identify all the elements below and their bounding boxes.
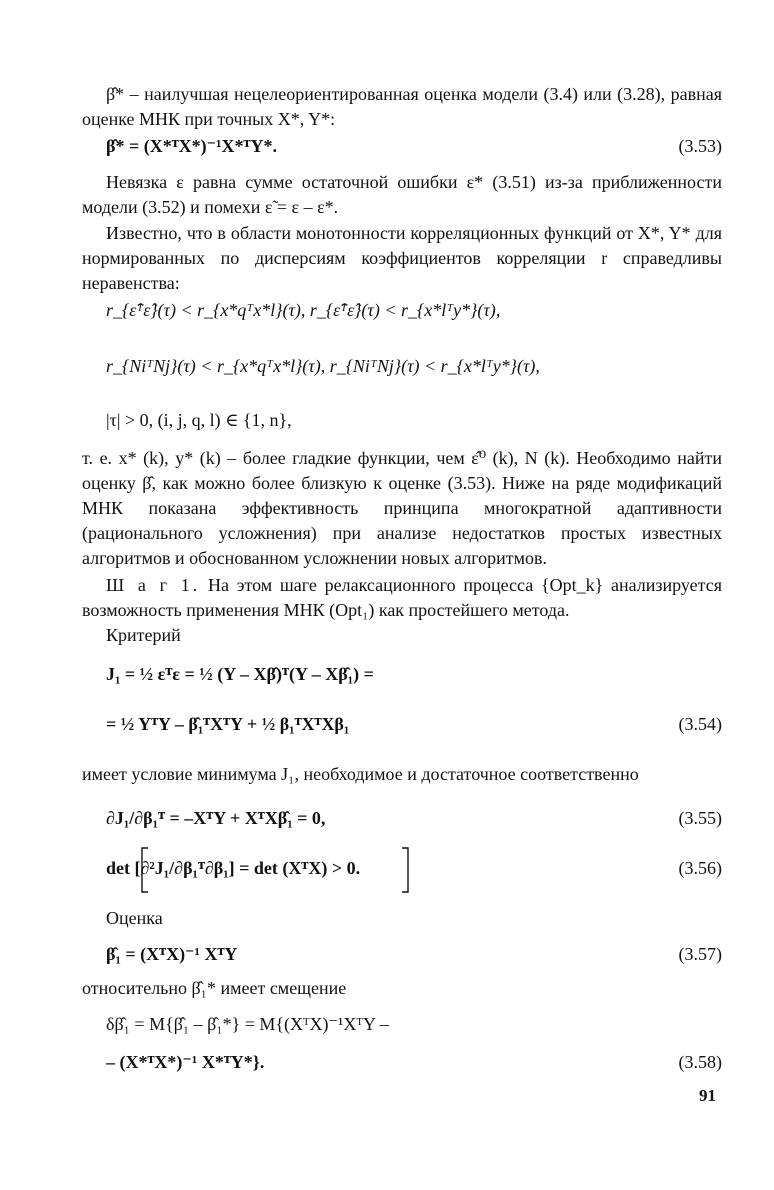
inequality-line-3: |τ| > 0, (i, j, q, l) ∈ {1, n},	[106, 410, 292, 430]
equation-3-58-line-2: – (X*ᵀX*)⁻¹ X*ᵀY*}.	[106, 1052, 265, 1072]
equation-j1-line-1: J₁ = ½ εᵀε = ½ (Y – Xβ̂)ᵀ(Y – Xβ̂₁) =	[106, 664, 374, 684]
paragraph-estimate: Оценка	[106, 908, 163, 928]
equation-3-55: ∂J₁/∂β₁ᵀ = –XᵀY + XᵀXβ̂₁ = 0,	[106, 808, 326, 828]
paragraph-criterion: Критерий	[106, 625, 181, 645]
equation-number-3-53: (3.53)	[678, 136, 722, 156]
paragraph-residual: Невязка ε равна сумме остаточной ошибки ε* (3.51) из-за приближенности модели (3.52) и помехи ε̃ = ε – ε*.	[82, 172, 722, 217]
inequality-line-2: r_{NiᵀNj}(τ) < r_{x*qᵀx*l}(τ), r_{NiᵀNj}(τ) < r_{x*lᵀy*}(τ),	[106, 356, 540, 376]
paragraph-correlation: Известно, что в области монотонности корреляционных функций от X*, Y* для нормированных по дисперсиям коэффициентов корреляции r справедливы неравенства:	[82, 223, 722, 293]
page-number: 91	[699, 1086, 716, 1105]
paragraph-bias: относительно β̂₁* имеет смещение	[82, 978, 347, 998]
equation-number-3-56: (3.56)	[678, 858, 722, 878]
paragraph-beta-star: β̂* – наилучшая нецелеориентированная оценка модели (3.4) или (3.28), равная оценке МНК при точных X*, Y*:	[82, 84, 722, 129]
equation-j1-line-2: = ½ YᵀY – β̂₁ᵀXᵀY + ½ β₁ᵀXᵀXβ₁	[106, 714, 350, 734]
equation-3-53: β̂* = (X*ᵀX*)⁻¹X*ᵀY*.	[106, 136, 277, 156]
equation-number-3-54: (3.54)	[678, 714, 722, 734]
step-text: На этом шаге релаксационного процесса {Opt_k} анализируется возможность применения МНК (Opt₁) как простейшего метода.	[82, 575, 722, 620]
equation-number-3-58: (3.58)	[678, 1052, 722, 1072]
equation-number-3-57: (3.57)	[678, 944, 722, 964]
inequality-line-1: r_{ε̂ᵀε̂}(τ) < r_{x*qᵀx*l}(τ), r_{ε̂ᵀε̂}(τ) < r_{x*lᵀy*}(τ),	[106, 300, 501, 320]
equation-number-3-55: (3.55)	[678, 808, 722, 828]
step-label: Ш а г 1.	[106, 575, 201, 595]
equation-3-56: det [∂²J₁/∂β₁ᵀ∂β₁] = det (XᵀX) > 0.	[106, 858, 361, 878]
equation-3-57: β̂₁ = (XᵀX)⁻¹ XᵀY	[106, 944, 238, 964]
equation-3-58-line-1: δβ̂₁ = M{β̂₁ – β̂₁*} = M{(XᵀX)⁻¹XᵀY –	[106, 1014, 389, 1034]
paragraph-minimum-condition: имеет условие минимума J₁, необходимое и достаточное соответственно	[82, 764, 639, 784]
paragraph-step-1	[82, 573, 722, 623]
paragraph-smooth-functions: т. е. x* (k), y* (k) – более гладкие функции, чем ε̂⁰ (k), N (k). Необходимо найти оценку β̂, как можно более близкую к оценке (3.53). Ниже на ряде модификаций МНК показана эффективность принципа многократной адаптивности (рационального усложнения) при анализе недостатков простых известных алгоритмов и обоснованном усложнении новых алгоритмов.	[82, 448, 722, 568]
